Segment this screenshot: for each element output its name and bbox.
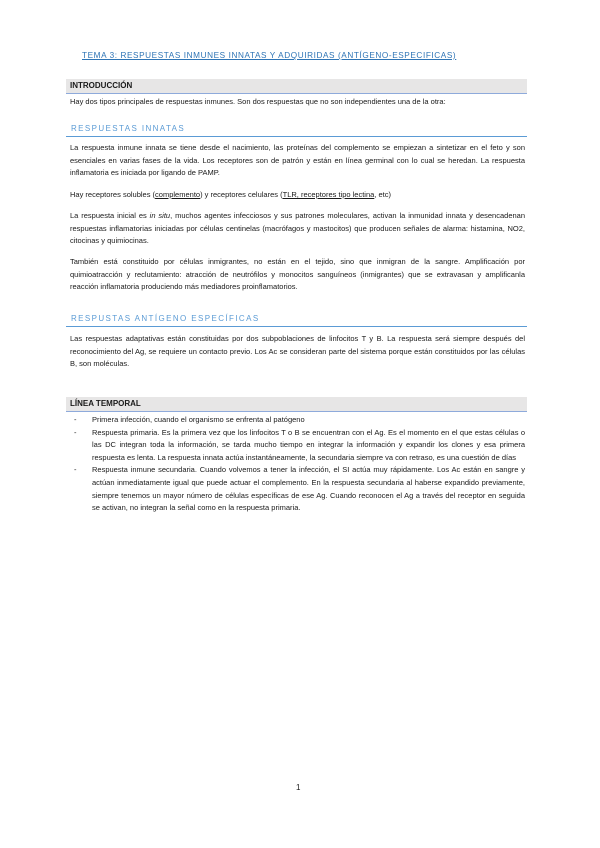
innatas-paragraph-2: Hay receptores solubles (complemento) y receptores celulares (TLR, receptores tipo lectina, etc): [70, 190, 391, 199]
section-heading-linea-temporal: [66, 397, 527, 412]
heading-text: LÍNEA TEMPORAL: [70, 399, 141, 408]
innatas-paragraph-4: También está constituido por células inmigrantes, no están en el tejido, sino que inmigran de la sangre. Amplificación por quimioatracción y reclutamiento: atracción de neutrófilos y monocitos sanguíneos (inmigrantes) que se extravasan y amplificanla reacción inflamatoria produciendo más mediadores proinflamatorios.: [70, 257, 525, 292]
timeline-list: [70, 414, 525, 515]
list-item: - Respuesta inmune secundaria. Cuando volvemos a tener la infección, el SI actúa muy rápidamente. Los Ac están en sangre y actúan inmediatamente igual que puede actuar el complemento. En la respuesta secundaria al haberse expandido previamente, siempre tenemos un mayor número de células específicas de ese Ag. Cuando reconocen el Ag a través del receptor en seguida se activan, no integran la señal como en la respuesta primaria.: [74, 465, 525, 513]
in-situ-term: in situ: [149, 211, 171, 220]
complemento-term: complemento: [155, 190, 201, 199]
section-heading-especificas: [66, 314, 527, 327]
list-item: - Respuesta primaria. Es la primera vez que los linfocitos T o B se encuentran con el Ag. Es el momento en el que estas células o las DC integran toda la información, se tarda mucho tiempo en integrar la información y expandir los clones y esa primera respuesta es lenta. La respuesta innata actúa instantáneamente, la secundaria siempre va con retraso, es una cuestión de días: [74, 427, 525, 462]
receptores-term: TLR, receptores tipo lectina: [282, 190, 375, 199]
section-heading-introduccion: [66, 79, 527, 94]
document-title: TEMA 3: RESPUESTAS INMUNES INNATAS Y ADQUIRIDAS (ANTÍGENO-ESPECIFICAS): [82, 51, 457, 60]
list-item: - Primera infección, cuando el organismo se enfrenta al patógeno: [74, 415, 305, 424]
innatas-paragraph-1: La respuesta inmune innata se tiene desde el nacimiento, las proteínas del complemento se empiezan a sintetizar en el feto y son esenciales en varias fases de la vida. Los receptores son de patrón y están en línea germinal con lo cual se heredan. La respuesta inflamatoria es iniciada por ligando de PAMP.: [70, 143, 525, 178]
heading-text: RESPUSTAS ANTÍGENO ESPECÍFICAS: [71, 314, 260, 323]
page-number: 1: [296, 783, 301, 792]
heading-text: INTRODUCCIÓN: [70, 81, 133, 90]
especificas-paragraph: Las respuestas adaptativas están constituidas por dos subpoblaciones de linfocitos T y B. La respuesta será siempre después del reconocimiento del Ag, se requiere un contacto previo. Los Ac se consideran parte del sistema porque están constituidos por las células B, son moléculas.: [70, 334, 525, 369]
section-heading-innatas: [66, 124, 527, 137]
innatas-paragraph-3: La respuesta inicial es in situ, muchos agentes infecciosos y sus patrones moleculares, activan la inmunidad innata y desencadenan respuestas inflamatorias iniciadas por células centinelas (macrófagos y mastocitos) que producen señales de alarma: histamina, NO2, citocinas y quimiocinas.: [70, 211, 526, 246]
intro-paragraph: Hay dos tipos principales de respuestas inmunes. Son dos respuestas que no son independientes una de la otra:: [70, 97, 446, 106]
heading-text: RESPUESTAS INNATAS: [71, 124, 186, 133]
